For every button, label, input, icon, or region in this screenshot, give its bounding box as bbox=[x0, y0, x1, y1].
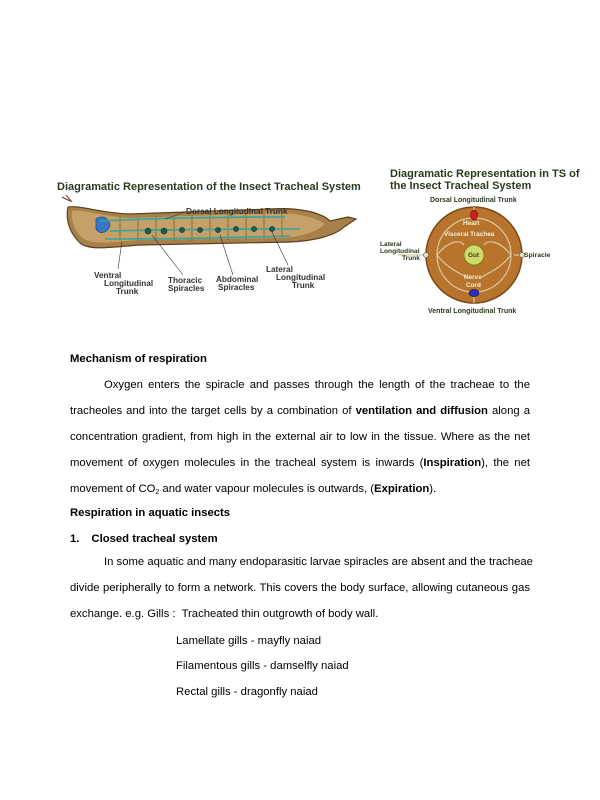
figure-longitudinal-title: Diagramatic Representation of the Insect Tracheal System bbox=[57, 181, 361, 193]
gill-item-rectal: Rectal gills - dragonfly naiad bbox=[176, 686, 318, 698]
closed-system-title: Closed tracheal system bbox=[91, 533, 218, 545]
ts-label-ventral: Ventral Longitudinal Trunk bbox=[428, 308, 517, 315]
ts-label-gut: Gut bbox=[468, 252, 480, 259]
ts-label-visceral: Visceral Trachea bbox=[444, 231, 495, 238]
label-ventral-3: Trunk bbox=[116, 287, 139, 296]
label-ventral-1: Ventral bbox=[94, 271, 122, 280]
gill-item-filamentous: Filamentous gills - damselfly naiad bbox=[176, 660, 349, 672]
mechanism-heading: Mechanism of respiration bbox=[70, 353, 207, 365]
label-lateral-2: Longitudinal bbox=[276, 273, 326, 282]
p1-line-3: concentration gradient, from high in the external air to low in the tissue. Where as the net bbox=[70, 431, 530, 443]
p2-line-3: exchange. e.g. Gills : Tracheated thin outgrowth of body wall. bbox=[70, 608, 379, 620]
p2-line-1: In some aquatic and many endoparasitic larvae spiracles are absent and the tracheae bbox=[104, 556, 533, 568]
p1-line-1: Oxygen enters the spiracle and passes through the length of the tracheae to the bbox=[104, 379, 530, 391]
gill-item-lamellate: Lamellate gills - mayfly naiad bbox=[176, 635, 322, 647]
ts-heart bbox=[470, 210, 477, 220]
ts-label-lateral-3: Trunk bbox=[402, 255, 420, 262]
p1-line-2: tracheoles and into the target cells by a combination of ventilation and diffusion along a bbox=[70, 405, 531, 417]
aquatic-heading: Respiration in aquatic insects bbox=[70, 507, 231, 519]
ts-label-spiracle: Spiracle bbox=[524, 252, 551, 259]
label-lateral-3: Trunk bbox=[292, 281, 315, 290]
insect-longitudinal-diagram bbox=[60, 195, 360, 300]
label-ventral-2: Longitudinal bbox=[104, 279, 154, 288]
ts-label-lateral-2: Longitudinal bbox=[380, 248, 420, 255]
closed-system-number: 1. bbox=[70, 533, 80, 545]
p1-line-5: movement of $CO_2$ and water vapour molecules is outwards, (Expiration). bbox=[70, 483, 437, 496]
ts-label-heart: Heart bbox=[463, 220, 480, 227]
label-lateral-1: Lateral bbox=[266, 265, 293, 274]
label-dorsal-trunk: Dorsal Longitudinal Trunk bbox=[186, 207, 288, 216]
ts-label-nerve-2: Cord bbox=[466, 282, 481, 289]
label-abdominal-1: Abdominal bbox=[216, 275, 259, 284]
paragraph-mechanism bbox=[70, 372, 530, 502]
ts-nerve-cord bbox=[469, 289, 479, 296]
closed-system-heading bbox=[70, 533, 530, 545]
p2-line-2: divide peripherally to form a network. This covers the body surface, allowing cutaneous gas bbox=[70, 582, 530, 594]
paragraph-closed-system bbox=[70, 549, 533, 627]
ts-label-lateral-1: Lateral bbox=[380, 241, 402, 248]
label-thoracic-1: Thoracic bbox=[168, 276, 203, 285]
label-abdominal-2: Spiracles bbox=[218, 283, 255, 292]
figure-ts-title: Diagramatic Representation in TS of the Insect Tracheal System bbox=[390, 168, 580, 192]
insect-ts-diagram bbox=[378, 193, 556, 315]
label-thoracic-2: Spiracles bbox=[168, 284, 205, 293]
ts-label-dorsal: Dorsal Longitudinal Trunk bbox=[430, 197, 517, 204]
p1-line-4: movement of oxygen molecules in the tracheal system is inwards (Inspiration), the net bbox=[70, 457, 530, 469]
ts-label-nerve-1: Nerve bbox=[464, 274, 482, 281]
